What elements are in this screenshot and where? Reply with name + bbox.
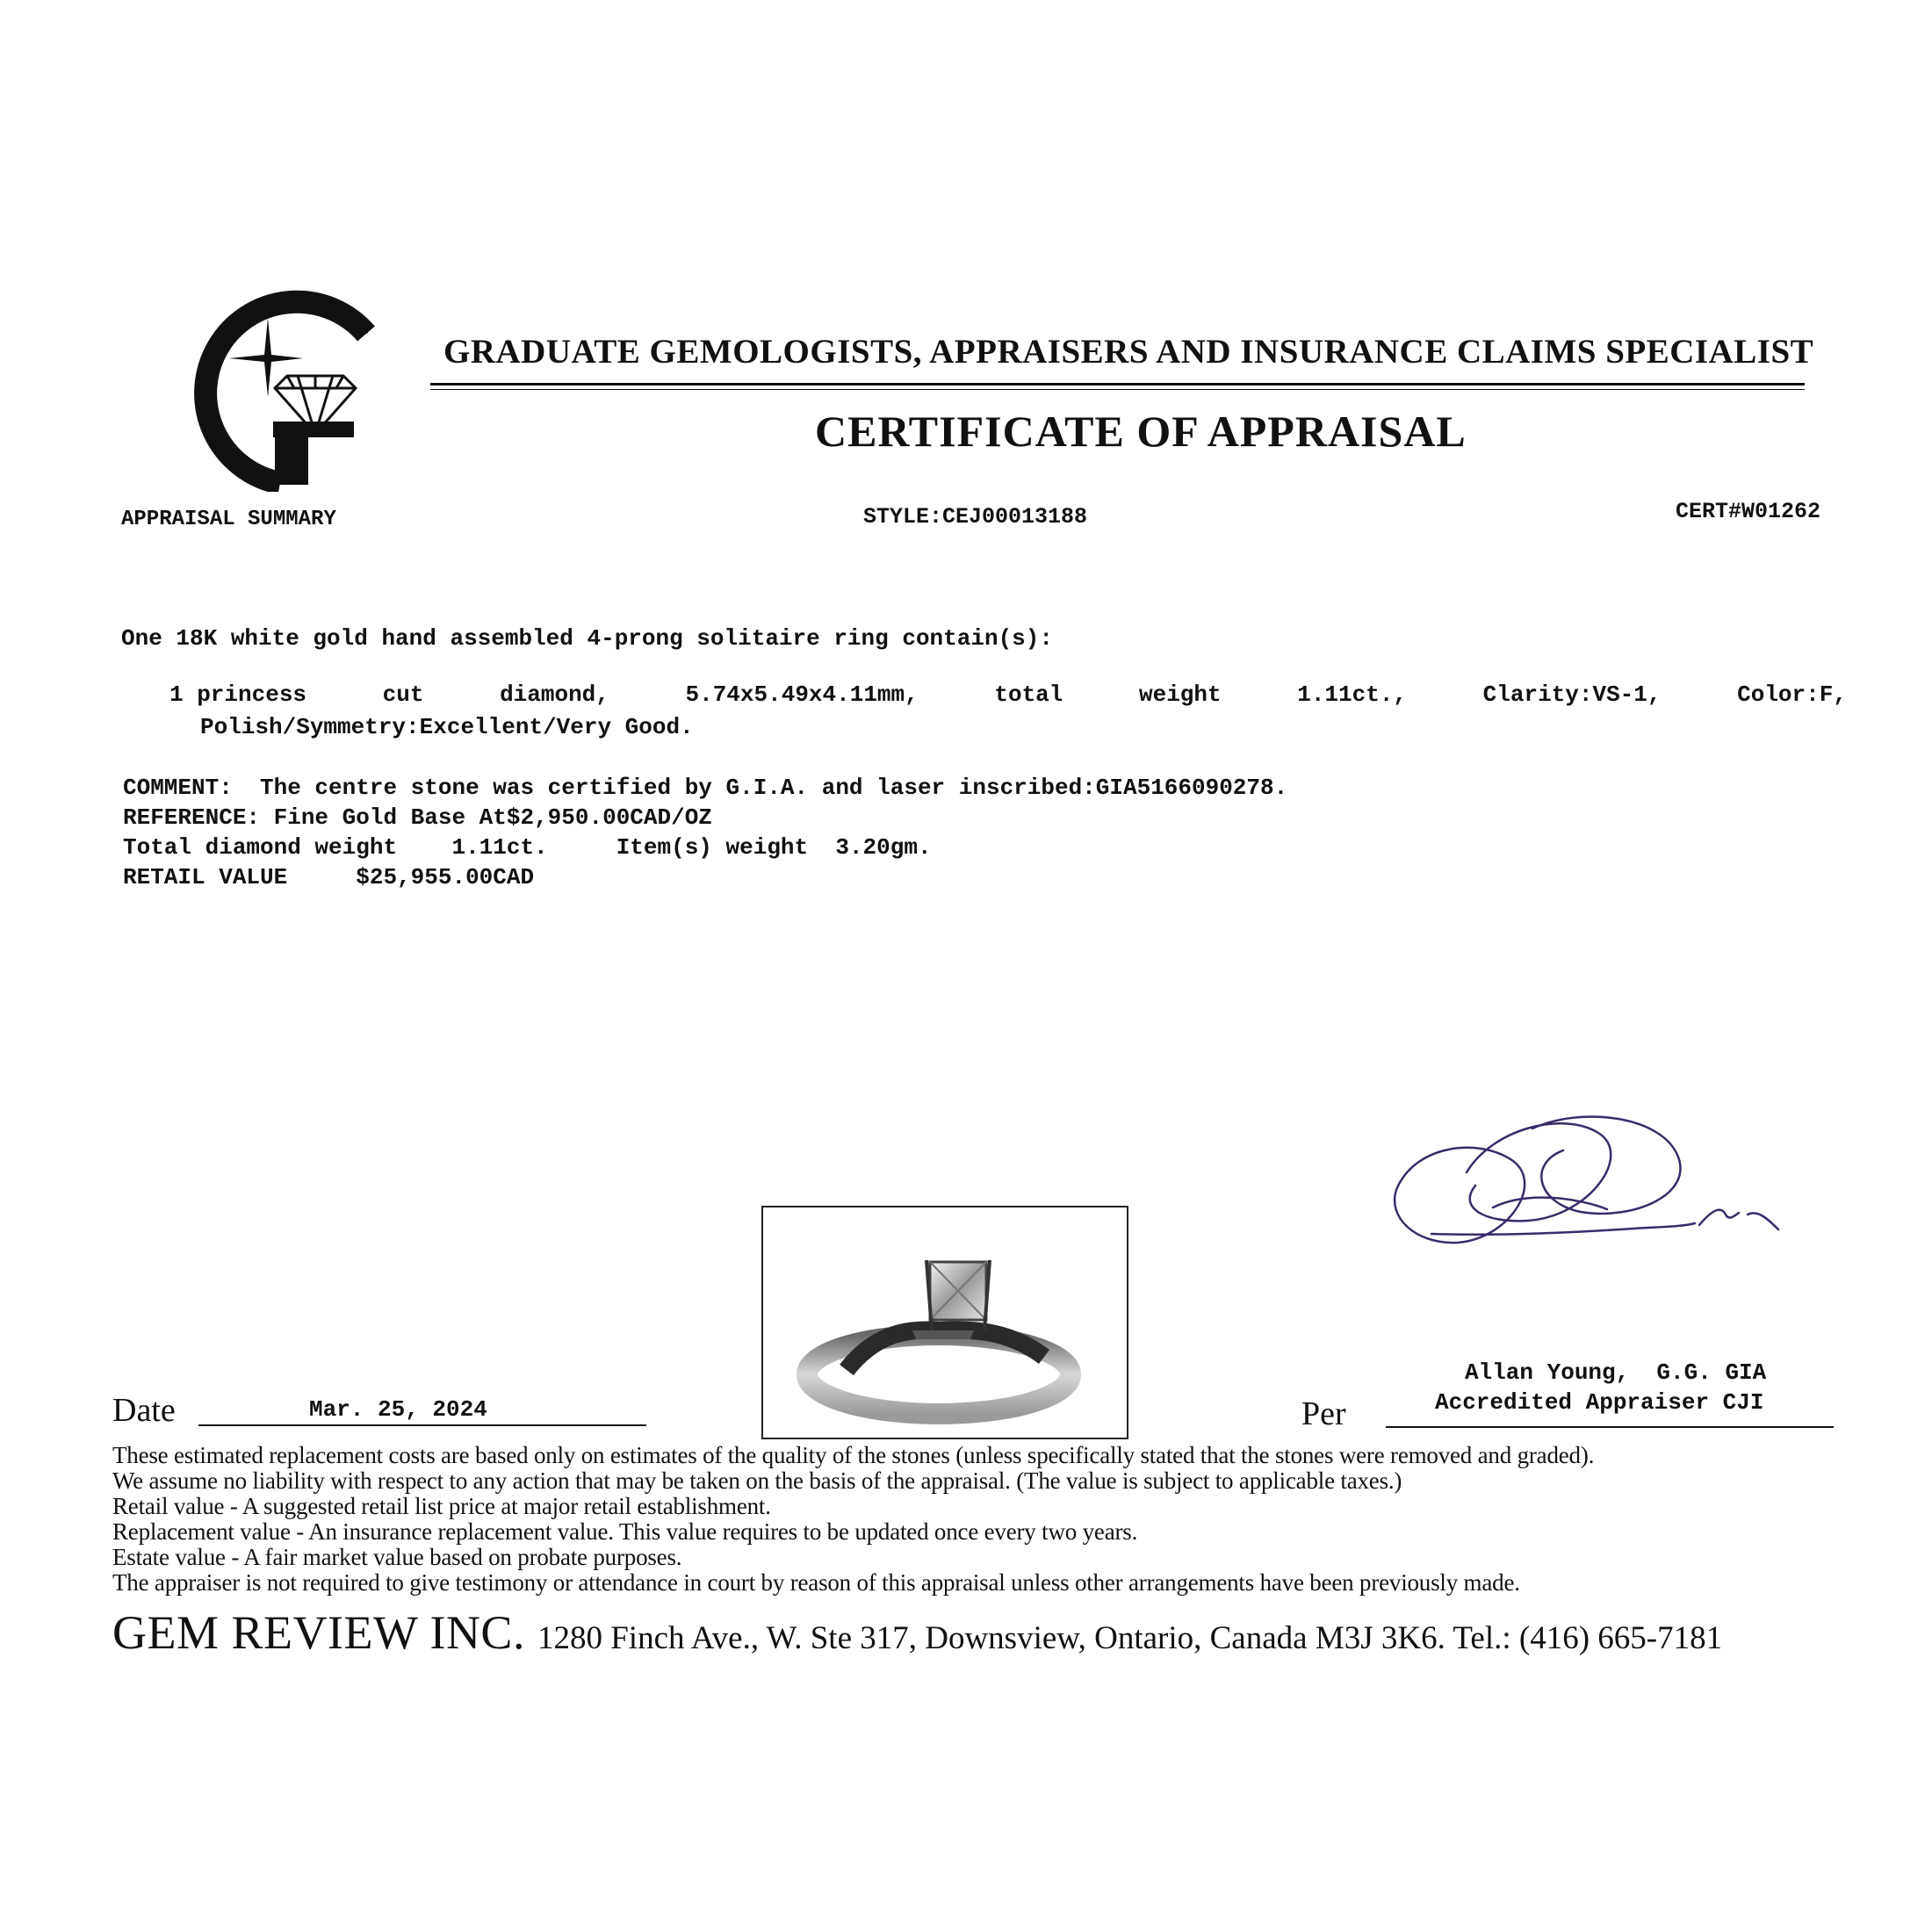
stone-field: 1.11ct., — [1297, 681, 1408, 708]
stone-field: Color:F, — [1737, 681, 1847, 708]
date-label: Date — [112, 1392, 176, 1429]
disclaimer-line: Replacement value - An insurance replacement value. This value requires to be updated once every two years. — [112, 1518, 1138, 1545]
style-code: STYLE:CEJ00013188 — [863, 504, 1088, 530]
stone-field: 5.74x5.49x4.11mm, — [685, 681, 919, 708]
stone-field: 1 princess — [169, 681, 307, 708]
appraiser-title: Accredited Appraiser CJI — [1435, 1389, 1764, 1416]
appraiser-signature-icon — [1379, 1111, 1800, 1278]
stone-field: total — [994, 681, 1063, 708]
stone-field: Clarity:VS-1, — [1482, 681, 1662, 708]
disclaimer-line: These estimated replacement costs are based only on estimates of the quality of the stones (unless specifically stated that the stones were removed and graded). — [112, 1442, 1595, 1468]
comment-line: COMMENT: The centre stone was certified by G.I.A. and laser inscribed:GIA5166090278. — [123, 775, 1288, 801]
g-star-diamond-logo-icon — [171, 281, 382, 492]
per-signature-line — [1386, 1426, 1834, 1428]
reference-line: REFERENCE: Fine Gold Base At$2,950.00CAD/OZ — [123, 804, 712, 831]
stone-description-row — [169, 681, 1847, 708]
disclaimer-line: The appraiser is not required to give testimony or attendance in court by reason of this appraisal unless other arrangements have been previously made. — [112, 1569, 1520, 1596]
weight-totals: Total diamond weight 1.11ct. Item(s) weight 3.20gm. — [123, 834, 932, 861]
date-line — [198, 1424, 646, 1426]
polish-symmetry: Polish/Symmetry:Excellent/Very Good. — [200, 714, 694, 740]
appraiser-name: Allan Young, G.G. GIA — [1465, 1359, 1767, 1386]
per-label: Per — [1301, 1395, 1346, 1432]
ring-photo — [761, 1206, 1128, 1439]
company-footer — [112, 1605, 1722, 1660]
header-title: GRADUATE GEMOLOGISTS, APPRAISERS AND INSURANCE CLAIMS SPECIALIST — [443, 333, 1814, 371]
stone-field: cut — [382, 681, 424, 708]
date-value: Mar. 25, 2024 — [309, 1396, 487, 1423]
retail-value: RETAIL VALUE $25,955.00CAD — [123, 864, 535, 890]
disclaimer-line: Retail value - A suggested retail list price at major retail establishment. — [112, 1493, 771, 1519]
appraisal-summary-label: APPRAISAL SUMMARY — [121, 508, 336, 531]
disclaimer-line: We assume no liability with respect to any action that may be taken on the basis of the appraisal. (The value is subject to applicable taxes.) — [112, 1467, 1402, 1494]
cert-number: CERT#W01262 — [1676, 499, 1821, 524]
item-intro: One 18K white gold hand assembled 4-prong solitaire ring contain(s): — [121, 625, 1053, 652]
company-name: GEM REVIEW INC. — [112, 1606, 525, 1659]
princess-cut-ring-photo-icon — [763, 1208, 1127, 1438]
stone-field: diamond, — [500, 681, 609, 708]
company-address: 1280 Finch Ave., W. Ste 317, Downsview, Ontario, Canada M3J 3K6. Tel.: (416) 665-7181 — [537, 1620, 1723, 1656]
header-rule — [430, 383, 1805, 386]
certificate-title: CERTIFICATE OF APPRAISAL — [815, 407, 1467, 456]
disclaimer-line: Estate value - A fair market value based on probate purposes. — [112, 1544, 682, 1570]
header-rule-thin — [430, 389, 1805, 390]
stone-field: weight — [1138, 681, 1222, 708]
